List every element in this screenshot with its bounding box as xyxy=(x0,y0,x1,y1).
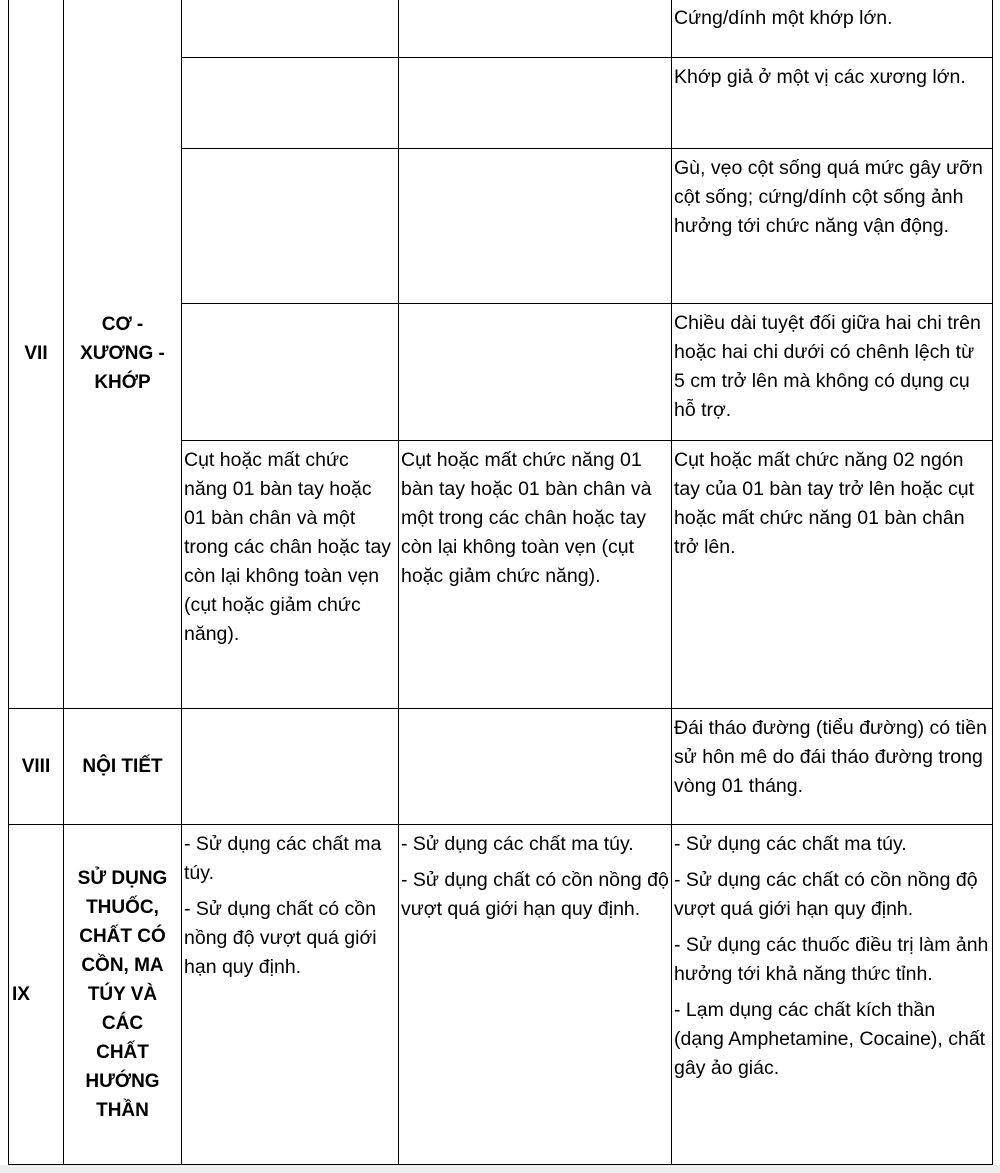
condition-cell-col2 xyxy=(399,441,672,709)
condition-text: Chiều dài tuyệt đối giữa hai chi trên hoặc hai chi dưới có chênh lệch từ 5 cm trở lên mà không có dụng cụ hỗ trợ. xyxy=(674,312,981,421)
condition-cell-col2 xyxy=(399,304,672,441)
table-row xyxy=(9,0,993,58)
condition-cell-col2 xyxy=(399,58,672,149)
condition-cell-col3 xyxy=(672,149,993,304)
condition-cell-col3 xyxy=(672,0,993,58)
condition-cell-col3 xyxy=(672,825,993,1165)
condition-text: Cụt hoặc mất chức năng 01 bàn tay hoặc 01 bàn chân và một trong các chân hoặc tay còn lại không toàn vẹn (cụt hoặc giảm chức năng). xyxy=(184,449,392,645)
category-cell: NỘI TIẾT xyxy=(64,709,182,825)
row-number: VIII xyxy=(9,709,64,825)
condition-text: - Sử dụng chất có cồn nồng độ vượt quá giới hạn quy định. xyxy=(401,869,669,920)
condition-text: - Sử dụng các thuốc điều trị làm ảnh hưởng tới khả năng thức tỉnh. xyxy=(674,934,989,985)
row-number: IX xyxy=(9,825,64,1165)
condition-text: Cụt hoặc mất chức năng 01 bàn tay hoặc 01 bàn chân và một trong các chân hoặc tay còn lại không toàn vẹn (cụt hoặc giảm chức năng). xyxy=(401,449,652,587)
condition-text: Khớp giả ở một vị các xương lớn. xyxy=(674,66,966,88)
condition-cell-col1 xyxy=(182,304,399,441)
condition-text: Cứng/dính một khớp lớn. xyxy=(674,7,893,29)
category-cell: SỬ DỤNG THUỐC, CHẤT CÓ CỒN, MA TÚY VÀ CÁC CHẤT HƯỚNG THẦN xyxy=(64,825,182,1165)
condition-cell-col3 xyxy=(672,709,993,825)
condition-text: Gù, vẹo cột sống quá mức gây ưỡn cột sống; cứng/dính cột sống ảnh hưởng tới chức năng vận động. xyxy=(674,157,983,237)
regulation-table xyxy=(8,0,993,1165)
condition-text: Cụt hoặc mất chức năng 02 ngón tay của 01 bàn tay trở lên hoặc cụt hoặc mất chức năng 01 bàn chân trở lên. xyxy=(674,449,975,558)
table-row xyxy=(9,709,993,825)
condition-cell-col3 xyxy=(672,58,993,149)
page-bottom-band xyxy=(0,1165,1000,1173)
condition-cell-col1 xyxy=(182,441,399,709)
condition-cell-col1 xyxy=(182,149,399,304)
condition-cell-col1 xyxy=(182,709,399,825)
condition-text: Đái tháo đường (tiểu đường) có tiền sử hôn mê do đái tháo đường trong vòng 01 tháng. xyxy=(674,717,987,797)
table-row xyxy=(9,825,993,1165)
condition-text: - Sử dụng các chất ma túy. xyxy=(184,833,382,884)
condition-text: - Lạm dụng các chất kích thần (dạng Amphetamine, Cocaine), chất gây ảo giác. xyxy=(674,999,986,1079)
condition-cell-col3 xyxy=(672,304,993,441)
condition-text: - Sử dụng các chất ma túy. xyxy=(401,833,634,855)
condition-cell-col2 xyxy=(399,149,672,304)
condition-cell-col1 xyxy=(182,825,399,1165)
condition-cell-col2 xyxy=(399,709,672,825)
condition-text: - Sử dụng chất có cồn nồng độ vượt quá giới hạn quy định. xyxy=(184,898,377,978)
condition-cell-col1 xyxy=(182,58,399,149)
condition-cell-col2 xyxy=(399,825,672,1165)
row-number: VII xyxy=(9,0,64,709)
condition-text: - Sử dụng các chất ma túy. xyxy=(674,833,907,855)
category-cell: CƠ - XƯƠNG - KHỚP xyxy=(64,0,182,709)
condition-cell-col2 xyxy=(399,0,672,58)
condition-cell-col3 xyxy=(672,441,993,709)
condition-text: - Sử dụng các chất có cồn nồng độ vượt quá giới hạn quy định. xyxy=(674,869,978,920)
condition-cell-col1 xyxy=(182,0,399,58)
